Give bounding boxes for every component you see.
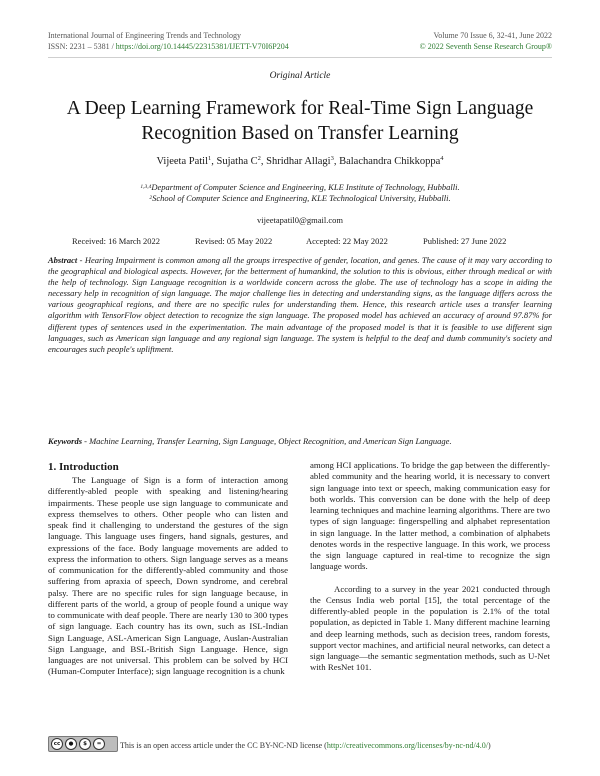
copyright-notice: © 2022 Seventh Sense Research Group® bbox=[419, 42, 552, 51]
license-footer bbox=[48, 736, 558, 756]
volume-header bbox=[420, 30, 552, 52]
issn-line bbox=[48, 41, 289, 52]
journal-header bbox=[48, 30, 289, 52]
header-divider bbox=[48, 57, 552, 58]
affiliation-mark: 1,3,4 bbox=[140, 184, 152, 190]
affiliation bbox=[0, 182, 600, 193]
author-name: Vijeeta Patil bbox=[156, 156, 209, 167]
keywords-text: - Machine Learning, Transfer Learning, Sign Language, Object Recognition, and American Sign Language. bbox=[82, 436, 452, 446]
license-close: ) bbox=[488, 741, 491, 750]
author-name: Shridhar Allagi bbox=[266, 156, 331, 167]
published-date: Published: 27 June 2022 bbox=[423, 236, 507, 246]
license-link[interactable]: http://creativecommons.org/licenses/by-nc-nd/4.0/ bbox=[326, 741, 488, 750]
publication-dates bbox=[72, 236, 528, 248]
author-name: Sujatha C bbox=[216, 156, 258, 167]
abstract-label: Abstract bbox=[48, 255, 78, 265]
survey-paragraph: According to a survey in the year 2021 conducted through the Census India web portal [15], the total percentage of the differently-abled people in the population is 2.1% of the total population, as depicted in Table 1. Many different machine learning and deep learning methods, such as decision trees, random forests, support vector machines, and artificial neural networks, can detect a sign language—the semantic segmentation methods, such as U-Net with ResNet 101. bbox=[310, 583, 550, 673]
author-list: Vijeeta Patil$^1$, Sujatha $C^2$, Shridhar Allagi$^3$, Balachandra Chikkoppa$^4$ bbox=[156, 155, 444, 167]
intro-paragraph-continued: among HCI applications. To bridge the gap between the differently-abled community and the hearing world, it is necessary to convert sign language into text or speech, making communication easy for both worlds. This conversion can be done with the help of deep learning techniques and machine learning algorithms. There are two types of sign language: fingerspelling and alphabet representation in sign language. In the latter method, a combination of alphabets denotes words in the respective language. In this work, we process the sign language captured in real-time to recognize the sign language words. bbox=[310, 460, 550, 572]
nd-icon: = bbox=[93, 738, 105, 750]
doi-link[interactable]: https://doi.org/10.14445/22315381/IJETT-V70I6P204 bbox=[115, 42, 289, 51]
author-affil-mark: 4 bbox=[440, 155, 444, 162]
paper-title: A Deep Learning Framework for Real-Time Sign Language Recognition Based on Transfer Learning bbox=[66, 98, 534, 144]
right-column bbox=[310, 460, 550, 674]
keywords-label: Keywords bbox=[48, 436, 82, 446]
issn: ISSN: 2231 – 5381 / bbox=[48, 42, 116, 51]
author-email: vijeetapatil0@gmail.com bbox=[257, 215, 343, 225]
affiliation-text: Department of Computer Science and Engineering, KLE Institute of Technology, Hubballi. bbox=[151, 182, 460, 192]
affiliation-mark: 2 bbox=[149, 195, 153, 201]
revised-date: Revised: 05 May 2022 bbox=[195, 236, 273, 246]
cc-icon: cc bbox=[51, 738, 63, 750]
author-affil-mark: 3 bbox=[330, 155, 334, 162]
volume-info: Volume 70 Issue 6, 32-41, June 2022 bbox=[433, 31, 552, 40]
license-statement: This is an open access article under the CC BY-NC-ND license ( bbox=[120, 741, 327, 750]
intro-paragraph: The Language of Sign is a form of interaction among differently-abled people with speaking and listening/hearing impairments. These people use sign language to communicate and express themselves to others. Other people who can listen and speak find it challenging to understand the gestures of the sign language. This language uses fingers, hand signals, gestures, and expressions of the face. Body language movements are added to express the information to others. Sign language serves as a means of communication for the differently-abled community and those suffering from apraxia of speech, Down syndrome, and cerebral palsy. There are no specific rules for sign language because, in different parts of the world, a group of people found a unique way to communicate with deaf people. There are nearly 130 to 300 types of sign language. Each country has its own, such as ISL-Indian Sign Language, ASL-American Sign Language, Auslan-Australian Sign Language, and BSL-British Sign Language. Hence, sign languages are not universal. This problem can be solved by HCI (Human-Computer Interface); sign language recognition is a chunk bbox=[48, 475, 288, 677]
by-icon: ● bbox=[65, 738, 77, 750]
cc-license-badge[interactable] bbox=[48, 736, 118, 752]
left-column bbox=[48, 460, 288, 678]
author-name: Balachandra Chikkoppa bbox=[339, 156, 441, 167]
license-text bbox=[120, 741, 491, 750]
affiliation bbox=[0, 193, 600, 204]
keywords bbox=[48, 436, 552, 447]
article-type: Original Article bbox=[269, 71, 331, 81]
affiliation-text: School of Computer Science and Engineering, KLE Technological University, Hubballi. bbox=[152, 193, 451, 203]
journal-name: International Journal of Engineering Trends and Technology bbox=[48, 31, 242, 40]
author-affil-mark: 1 bbox=[208, 155, 212, 162]
abstract-text: - Hearing Impairment is common among all the groups irrespective of gender, location, and genes. The cause of it may vary according to the geographical and biological aspects. However, for the betterment of humankind, the solution to this is obvious, either through medical or with the help of technology. Sign Language recognition is a worldwide concern across the globe. The use of technology has a scope in aiding the necessary help in recognition of sign language. The major challenge lies in detecting and understanding signs, as the language differs across the various geographical regions, and there are no specific rules for understanding them. Hence, this research article uses a transfer learning algorithm with TensorFlow object detection to recognize the sign language. The proposed model has achieved an accuracy of around 97.87% for different types of sentences used in the experimentation. The main advantage of the proposed model is that it is feasible to use different sign languages, such as American sign language and any regional sign language. The system is helpful to the deaf and dumb community's society and encourages such people's upliftment. bbox=[48, 255, 552, 354]
section-heading: 1. Introduction bbox=[48, 461, 119, 473]
author-affil-mark: 2 bbox=[257, 155, 261, 162]
accepted-date: Accepted: 22 May 2022 bbox=[306, 236, 388, 246]
nc-icon: $ bbox=[79, 738, 91, 750]
abstract bbox=[48, 255, 552, 355]
received-date: Received: 16 March 2022 bbox=[72, 236, 161, 246]
